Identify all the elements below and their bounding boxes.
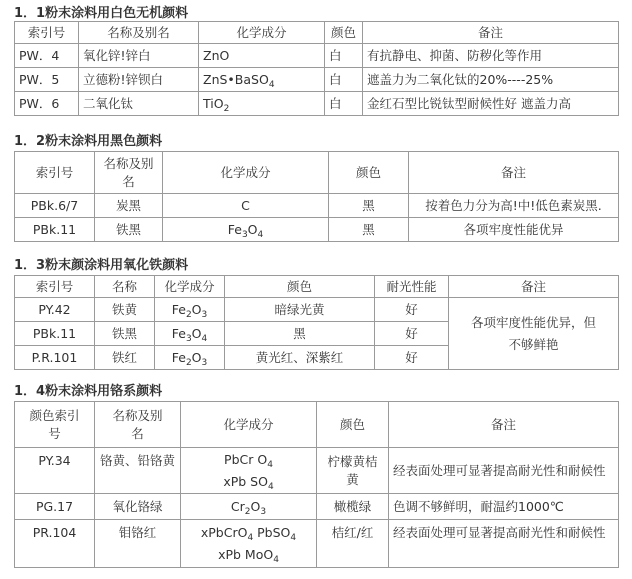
formula-cell: PbCr $O_4$ xPb $SO_4$ — [181, 448, 317, 494]
header-cell: 颜色 — [329, 152, 409, 194]
black-pigment-table — [14, 151, 619, 242]
index-cell: PR.104 — [15, 520, 95, 568]
formula-cell: $Fe_2O_3$ — [155, 298, 225, 322]
name-cell: 氧化锌!锌白 — [79, 44, 199, 68]
header-cell: 化学成分 — [199, 22, 325, 44]
color-cell: 暗绿光黄 — [225, 298, 375, 322]
header-cell: 名称 — [95, 276, 155, 298]
formula-cell: C — [163, 194, 329, 218]
color-cell: 柠檬黄桔黄 — [317, 448, 389, 494]
color-cell: 黑 — [225, 322, 375, 346]
table-row — [15, 44, 619, 68]
name-cell: 铁红 — [95, 346, 155, 370]
index-cell: PBk.11 — [15, 322, 95, 346]
note-cell: 色调不够鲜明，耐温约1000℃ — [389, 494, 619, 520]
note-cell: 遮盖力为二氧化钛的20%----25% — [363, 68, 619, 92]
table-row — [15, 520, 619, 568]
color-cell: 白 — [325, 92, 363, 116]
index-cell: PY.42 — [15, 298, 95, 322]
header-cell: 备注 — [449, 276, 619, 298]
name-cell: 炭黑 — [95, 194, 163, 218]
name-cell: 铁黑 — [95, 322, 155, 346]
name-cell: 二氧化钛 — [79, 92, 199, 116]
header-cell: 备注 — [409, 152, 619, 194]
section-1-title: 1．1粉末涂料用白色无机颜料 — [14, 6, 189, 21]
color-cell: 橄榄绿 — [317, 494, 389, 520]
formula-cell: $Fe_2O_3$ — [155, 346, 225, 370]
lightfast-cell: 好 — [375, 322, 449, 346]
header-cell: 耐光性能 — [375, 276, 449, 298]
name-cell: 立德粉!锌钡白 — [79, 68, 199, 92]
section-3-title: 1．3粉末颜涂料用氧化铁颜料 — [14, 258, 189, 273]
name-cell: 铁黄 — [95, 298, 155, 322]
table-row — [15, 194, 619, 218]
formula-cell: TiO$_2$ — [199, 92, 325, 116]
note-cell: 各项牢度性能优异，但不够鲜艳 — [449, 298, 619, 370]
index-cell: PY.34 — [15, 448, 95, 494]
note-cell: 各项牢度性能优异 — [409, 218, 619, 242]
color-cell: 桔红/红 — [317, 520, 389, 568]
header-cell: 名称及别名 — [95, 152, 163, 194]
formula-cell: $Fe_3O_4$ — [155, 322, 225, 346]
header-cell: 颜色 — [317, 402, 389, 448]
index-cell: PW．4 — [15, 44, 79, 68]
color-cell: 白 — [325, 44, 363, 68]
name-cell: 铬黄、铅铬黄 — [95, 448, 181, 494]
iron-oxide-pigment-table — [14, 275, 619, 370]
table-row — [15, 298, 619, 322]
chrome-pigment-table — [14, 401, 619, 568]
formula-cell: ZnS•BaSO$_4$ — [199, 68, 325, 92]
note-cell: 有抗静电、抑菌、防秽化等作用 — [363, 44, 619, 68]
index-cell: PBk.11 — [15, 218, 95, 242]
section-2-title: 1．2粉末涂料用黑色颜料 — [14, 134, 163, 149]
lightfast-cell: 好 — [375, 298, 449, 322]
note-cell: 经表面处理可显著提高耐光性和耐候性 — [389, 520, 619, 568]
white-pigment-table — [14, 21, 619, 116]
color-cell: 黑 — [329, 218, 409, 242]
index-cell: P.R.101 — [15, 346, 95, 370]
name-cell: 氧化铬绿 — [95, 494, 181, 520]
note-cell: 金红石型比锐钛型耐候性好 遮盖力高 — [363, 92, 619, 116]
note-cell: 经表面处理可显著提高耐光性和耐候性 — [389, 448, 619, 494]
table-row — [15, 448, 619, 494]
header-cell: 名称及别名 — [79, 22, 199, 44]
header-cell: 索引号 — [15, 152, 95, 194]
header-cell: 备注 — [389, 402, 619, 448]
table-row — [15, 494, 619, 520]
header-cell: 颜色索引号 — [15, 402, 95, 448]
index-cell: PG.17 — [15, 494, 95, 520]
table-row — [15, 68, 619, 92]
formula-cell: $Cr_2O_3$ — [181, 494, 317, 520]
formula-cell: ZnO — [199, 44, 325, 68]
header-cell: 名称及别名 — [95, 402, 181, 448]
table-row — [15, 218, 619, 242]
formula-cell: xPbCrO$_4$ PbSO$_4$ xPb MoO$_4$ — [181, 520, 317, 568]
formula-cell: $Fe_3O_4$ — [163, 218, 329, 242]
header-cell: 颜色 — [325, 22, 363, 44]
color-cell: 黄光红、深紫红 — [225, 346, 375, 370]
index-cell: PBk.6/7 — [15, 194, 95, 218]
note-cell: 按着色力分为高!中!低色素炭黑. — [409, 194, 619, 218]
color-cell: 白 — [325, 68, 363, 92]
header-cell: 索引号 — [15, 276, 95, 298]
name-cell: 铁黑 — [95, 218, 163, 242]
header-cell: 化学成分 — [163, 152, 329, 194]
table-row — [15, 92, 619, 116]
header-cell: 化学成分 — [155, 276, 225, 298]
header-cell: 索引号 — [15, 22, 79, 44]
section-4-title: 1．4粉末涂料用铬系颜料 — [14, 384, 163, 399]
header-cell: 备注 — [363, 22, 619, 44]
index-cell: PW．6 — [15, 92, 79, 116]
color-cell: 黑 — [329, 194, 409, 218]
lightfast-cell: 好 — [375, 346, 449, 370]
header-cell: 化学成分 — [181, 402, 317, 448]
index-cell: PW．5 — [15, 68, 79, 92]
header-cell: 颜色 — [225, 276, 375, 298]
name-cell: 钼铬红 — [95, 520, 181, 568]
